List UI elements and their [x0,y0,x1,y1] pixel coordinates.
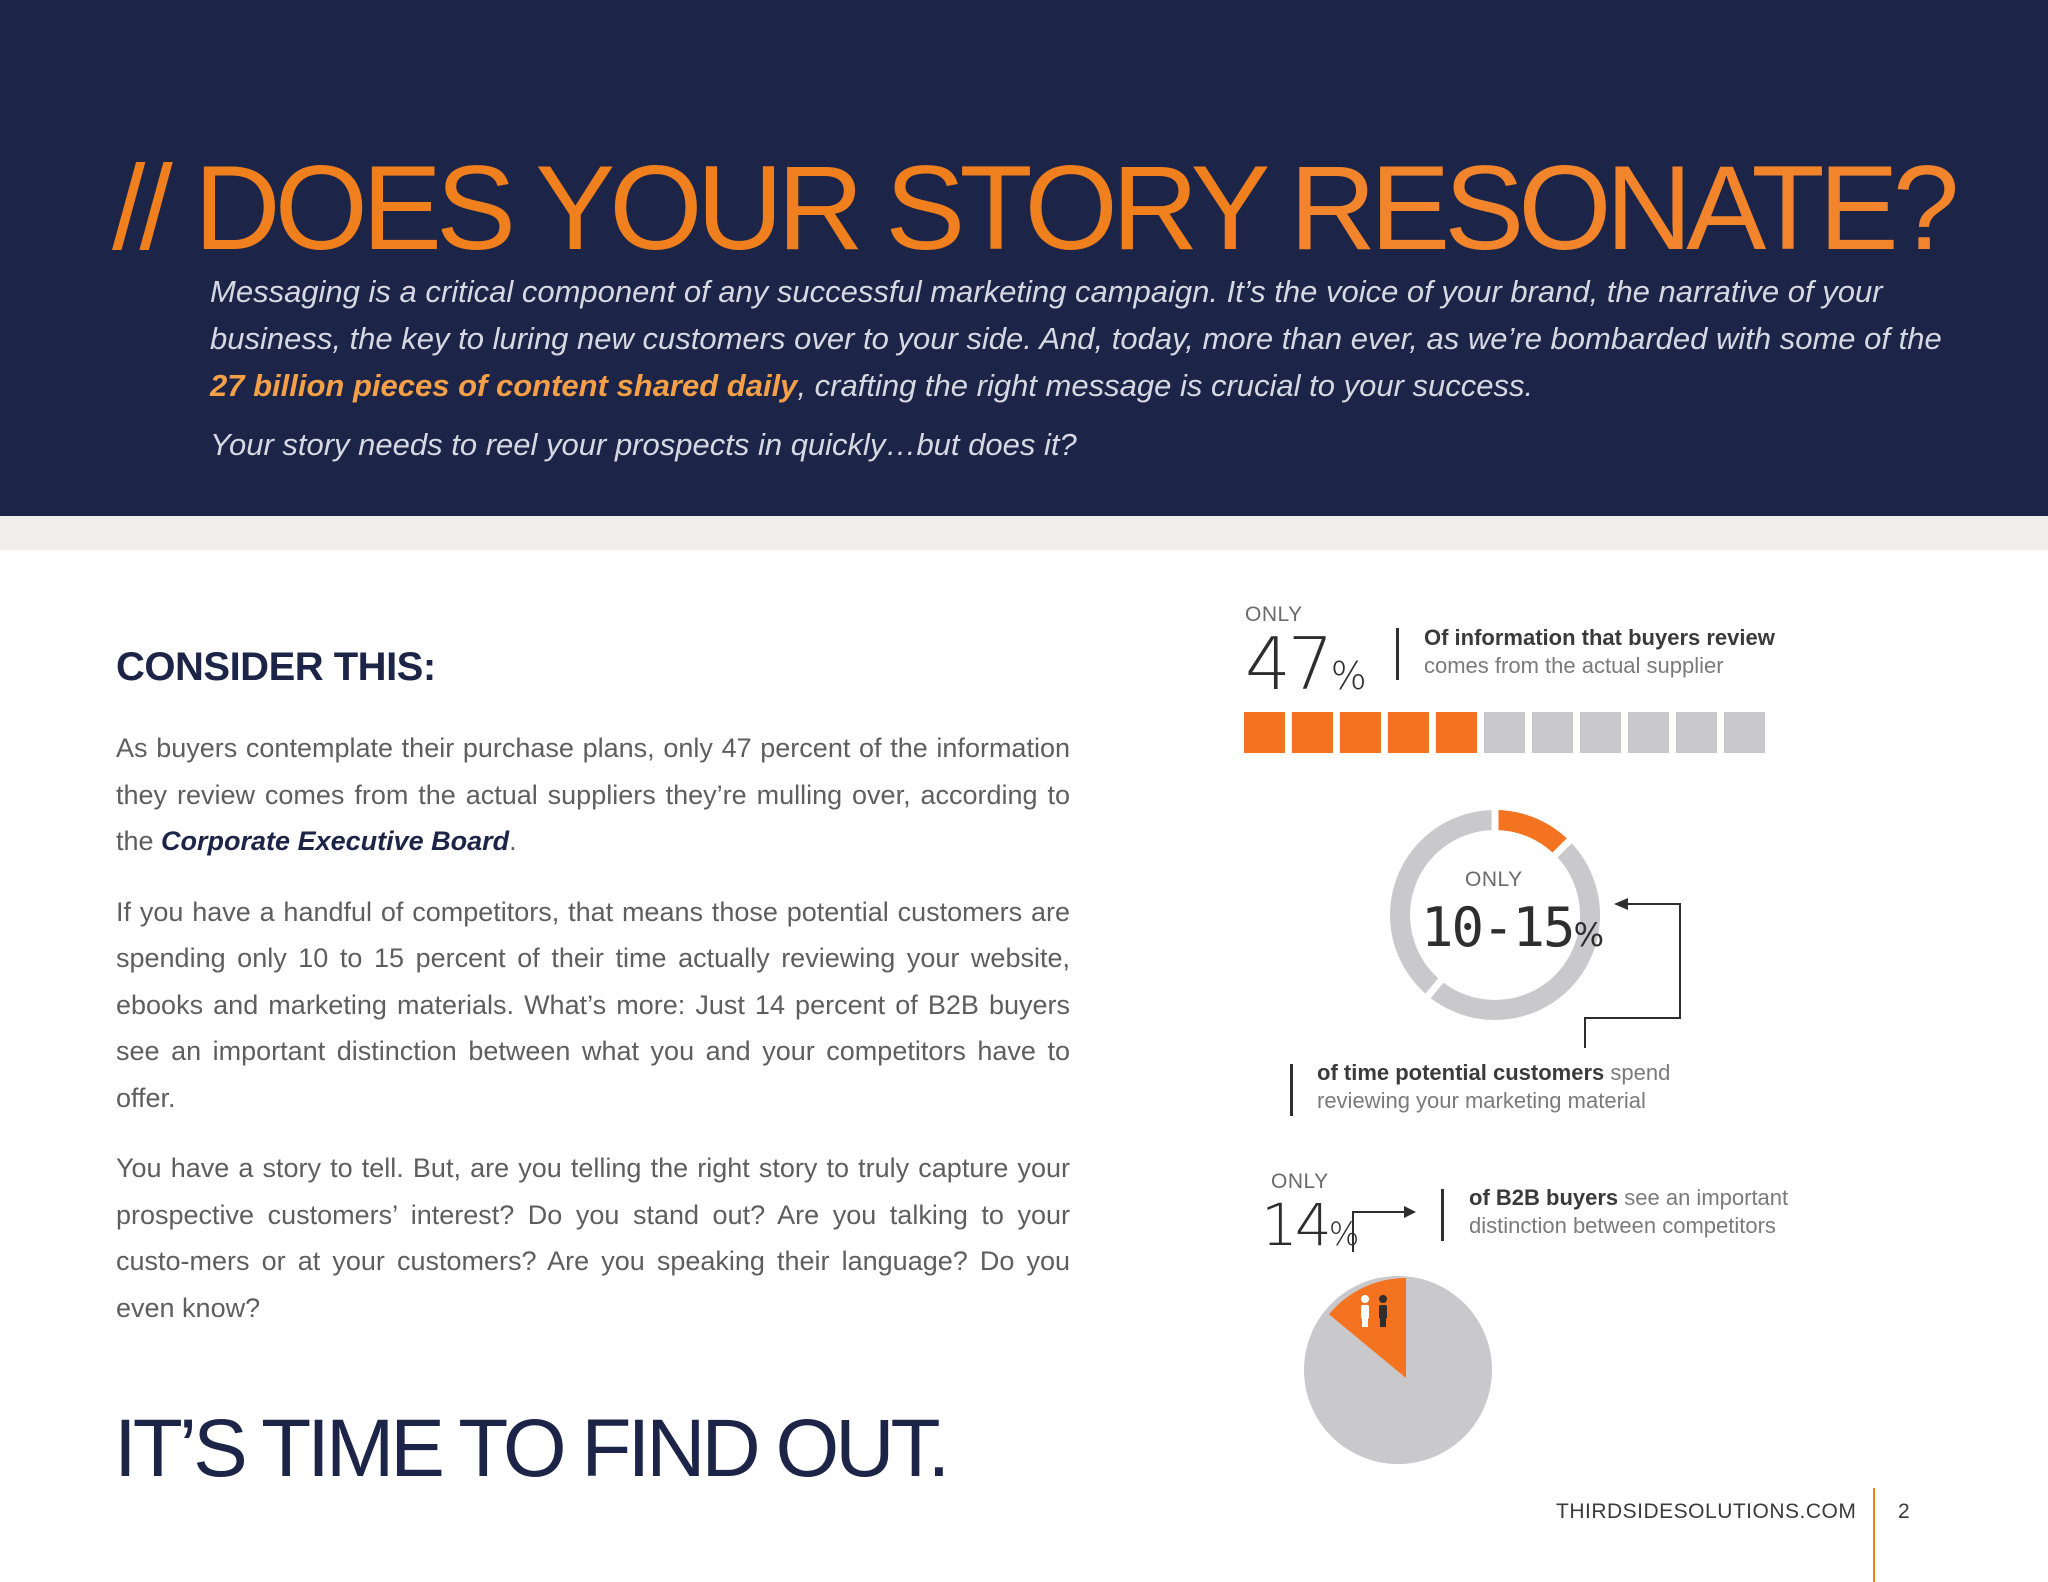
square-filled [1340,712,1381,753]
page-title [112,141,1954,275]
stat1-only-label: ONLY [1245,603,1303,626]
pie-base [1304,1276,1492,1464]
citation-link[interactable]: Corporate Executive Board [161,826,510,856]
title-prefix: // DOES YOUR STORY [112,141,1290,275]
stat3-divider [1441,1189,1444,1241]
page-number: 2 [1898,1500,1910,1523]
stat3-caption [1469,1184,1788,1240]
square-empty [1676,712,1717,753]
stat2-unit: % [1573,916,1602,954]
paragraph-2: If you have a handful of competitors, that means those potential customers are spending only 10 to 15 percent of their time actually reviewing your website, ebooks and marketing materials. What’s more: Just 14 percent of B2B buyers see an important distinction between what you and your competitors have to offer. [116,896,1070,1113]
intro-part2: , crafting the right message is crucial to your success. [797,368,1534,403]
section-heading: CONSIDER THIS: [116,645,436,689]
stat1-unit: % [1330,654,1367,698]
stat2-caption [1317,1059,1670,1115]
stat1-number [1245,622,1367,706]
paragraph-3: You have a story to tell. But, are you telling the right story to truly capture your prospective customers’ interest? Do you stand out? Are you talking to your custo-mers or at your customers? Are you speaking their language? Do you even know? [116,1153,1070,1323]
title-emphasis: RESONATE? [1289,141,1954,275]
para1-part1: As buyers contemplate their purchase plans, only 47 percent of the information they review comes from the actual suppliers they’re mulling over, according to the [116,733,1070,856]
stat2-caption-after: spend [1604,1060,1671,1085]
footer-website-link[interactable]: THIRDSIDESOLUTIONS.COM [1556,1500,1857,1523]
pie-slice [1329,1278,1406,1378]
stat2-number [1421,896,1602,959]
stat3-caption-line2: distinction between competitors [1469,1213,1776,1238]
intro-part1: Messaging is a critical component of any successful marketing campaign. It’s the voice of your brand, the narrative of your business, the key to luring new customers over to your side. And, today, more than ever, as we’re bombarded with some of the [210,274,1942,356]
stat2-caption-line2: reviewing your marketing material [1317,1088,1646,1113]
square-empty [1484,712,1525,753]
stat2-divider [1290,1064,1293,1116]
square-empty [1532,712,1573,753]
stat1-caption [1424,624,1775,680]
call-to-action: IT’S TIME TO FIND OUT. [114,1403,947,1494]
square-filled [1436,712,1477,753]
stat1-caption-text: comes from the actual supplier [1424,653,1724,678]
square-filled [1388,712,1429,753]
square-filled [1292,712,1333,753]
stat2-caption-bold: of time potential customers [1317,1060,1605,1085]
stat3-arrow-head-icon [1404,1206,1416,1218]
square-empty [1724,712,1765,753]
divider-band [0,516,2048,550]
stat3-caption-after: see an important [1618,1185,1789,1210]
square-empty [1580,712,1621,753]
stat3-only-label: ONLY [1271,1170,1329,1193]
stat1-square-bar [1244,712,1765,753]
stat3-connector-line [1353,1212,1408,1252]
paragraph-1 [116,725,1070,865]
stat2-value: 10-15 [1421,896,1574,959]
stat1-value: 47 [1245,622,1331,706]
intro-paragraph [210,268,1950,409]
stat1-caption-bold: Of information that buyers review [1424,625,1775,650]
para1-part2: . [509,826,517,856]
square-filled [1244,712,1285,753]
intro-highlight-link[interactable]: 27 billion pieces of content shared daily [210,368,798,403]
stat3-value: 14 [1261,1191,1329,1259]
donut-highlight-arc [1495,820,1562,848]
people-icon [1361,1295,1387,1327]
intro-question: Your story needs to reel your prospects in quickly…but does it? [210,427,1077,462]
stat3-unit: % [1328,1215,1360,1253]
footer-divider [1873,1488,1875,1582]
stat1-divider [1396,628,1399,680]
stat3-number [1261,1191,1360,1259]
body-text [116,725,1070,1331]
stat2-arrow-head-icon [1614,898,1628,910]
stat2-only-label: ONLY [1465,868,1523,891]
square-empty [1628,712,1669,753]
stat3-caption-bold: of B2B buyers [1469,1185,1619,1210]
intro-text [210,268,1950,468]
